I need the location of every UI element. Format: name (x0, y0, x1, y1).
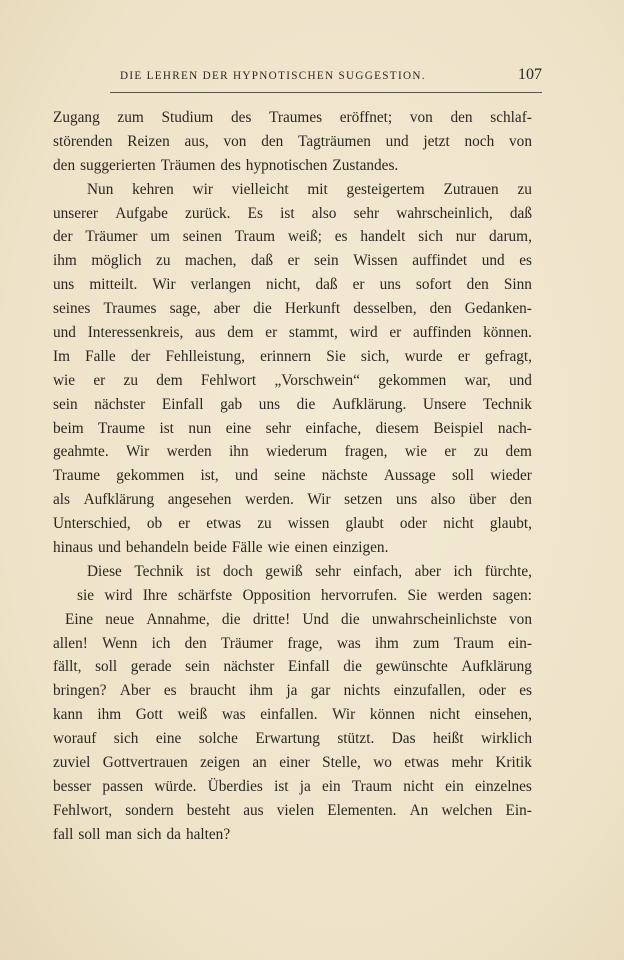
running-head (110, 66, 542, 92)
text-line: Im Falle der Fehlleistung, erinnern Sie sich, wurde er gefragt, (53, 347, 532, 365)
text-line: Eine neue Annahme, die dritte! Und die unwahrscheinlichste von (65, 610, 532, 628)
text-line: beim Traume ist nun eine sehr einfache, diesem Beispiel nach- (53, 419, 532, 437)
text-line: zuviel Gottvertrauen zeigen an einer Stelle, wo etwas mehr Kritik (53, 754, 532, 772)
text-line: störenden Reizen aus, von den Tagträumen und jetzt noch von (53, 132, 532, 150)
header-rule (110, 92, 542, 93)
text-line: Unterschied, ob er etwas zu wissen glaubt oder nicht glaubt, (53, 515, 532, 533)
text-line: worauf sich eine solche Erwartung stützt. Das heißt wirklich (53, 730, 532, 748)
text-line: seines Traumes sage, aber die Herkunft desselben, den Gedanken- (53, 300, 532, 318)
text-line: Diese Technik ist doch gewiß sehr einfach, aber ich fürchte, (87, 562, 532, 580)
text-line: fällt, soll gerade sein nächster Einfall die gewünschte Aufklärung (53, 658, 532, 676)
text-line: ihm möglich zu machen, daß er sein Wissen auffindet und es (53, 252, 532, 270)
text-line: fall soll man sich da halten? (53, 825, 231, 843)
text-line: als Aufklärung angesehen werden. Wir setzen uns also über den (53, 491, 532, 509)
running-title: DIE LEHREN DER HYPNOTISCHEN SUGGESTION. (120, 70, 426, 82)
text-line: Fehlwort, sondern besteht aus vielen Elementen. An welchen Ein- (53, 801, 532, 819)
text-line: Traume gekommen ist, und seine nächste Aussage soll wieder (53, 467, 532, 485)
text-line: wie er zu dem Fehlwort „Vorschwein“ gekommen war, und (53, 371, 532, 389)
text-line: allen! Wenn ich den Träumer frage, was ihm zum Traum ein- (53, 634, 532, 652)
text-line: kann ihm Gott weiß was einfallen. Wir können nicht einsehen, (53, 706, 532, 724)
body-text (53, 106, 532, 847)
text-line: unserer Aufgabe zurück. Es ist also sehr wahrscheinlich, daß (53, 204, 532, 222)
text-line: der Träumer um seinen Traum weiß; es handelt sich nur darum, (53, 228, 532, 246)
text-line: bringen? Aber es braucht ihm ja gar nichts einzufallen, oder es (53, 682, 532, 700)
text-line: und Interessenkreis, aus dem er stammt, wird er auffinden können. (53, 324, 532, 342)
text-line: sein nächster Einfall gab uns die Aufklärung. Unsere Technik (53, 395, 532, 413)
text-line: sie wird Ihre schärfste Opposition hervorrufen. Sie werden sagen: (77, 586, 532, 604)
text-line: besser passen würde. Überdies ist ja ein Traum nicht ein einzelnes (53, 777, 532, 795)
text-line: den suggerierten Träumen des hypnotischen Zustandes. (53, 156, 399, 174)
text-line: hinaus und behandeln beide Fälle wie einen einzigen. (53, 539, 389, 557)
text-line: Zugang zum Studium des Traumes eröffnet; von den schlaf- (53, 109, 532, 126)
text-line: geahmte. Wir werden ihn wiederum fragen, wie er zu dem (53, 443, 532, 461)
text-line: Nun kehren wir vielleicht mit gesteigertem Zutrauen zu (87, 180, 532, 198)
text-line: uns mitteilt. Wir verlangen nicht, daß er uns sofort den Sinn (53, 276, 532, 294)
page-number: 107 (518, 66, 542, 83)
